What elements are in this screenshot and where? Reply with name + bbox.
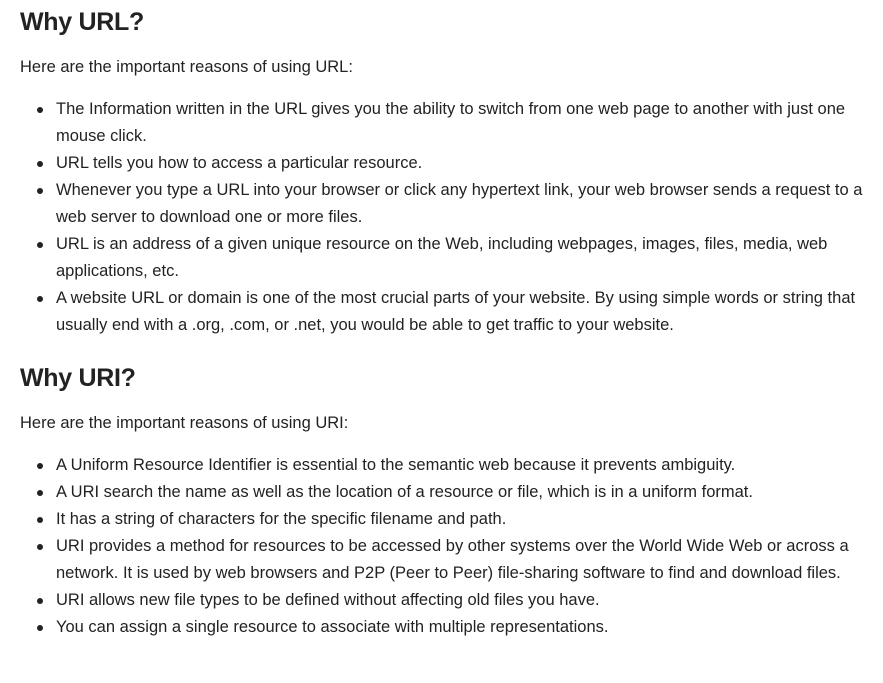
- list-item: Whenever you type a URL into your browser or click any hypertext link, your web browser sends a request to a web server to download one or more files.: [56, 177, 866, 231]
- list-item: A URI search the name as well as the location of a resource or file, which is in a uniform format.: [56, 479, 866, 506]
- list-item: The Information written in the URL gives you the ability to switch from one web page to another with just one mouse click.: [56, 96, 866, 150]
- list-item: It has a string of characters for the specific filename and path.: [56, 506, 866, 533]
- list-item: A Uniform Resource Identifier is essential to the semantic web because it prevents ambiguity.: [56, 452, 866, 479]
- why-url-heading: Why URL?: [20, 8, 144, 36]
- list-item: URL is an address of a given unique resource on the Web, including webpages, images, files, media, web applications, etc.: [56, 231, 866, 285]
- list-item: URL tells you how to access a particular resource.: [56, 150, 866, 177]
- list-item: A website URL or domain is one of the most crucial parts of your website. By using simple words or string that usually end with a .org, .com, or .net, you would be able to get traffic to your website.: [56, 285, 866, 339]
- why-uri-intro: Here are the important reasons of using URI:: [20, 414, 349, 432]
- why-uri-section: [20, 360, 883, 641]
- why-url-list: [20, 96, 866, 339]
- why-url-section: [20, 4, 883, 339]
- list-item: URI provides a method for resources to be accessed by other systems over the World Wide Web or across a network. It is used by web browsers and P2P (Peer to Peer) file-sharing software to find and download files.: [56, 533, 866, 587]
- list-item: You can assign a single resource to associate with multiple representations.: [56, 614, 866, 641]
- why-url-intro: Here are the important reasons of using URL:: [20, 58, 353, 76]
- list-item: URI allows new file types to be defined without affecting old files you have.: [56, 587, 866, 614]
- why-uri-heading: Why URI?: [20, 364, 136, 392]
- why-uri-list: [20, 452, 866, 641]
